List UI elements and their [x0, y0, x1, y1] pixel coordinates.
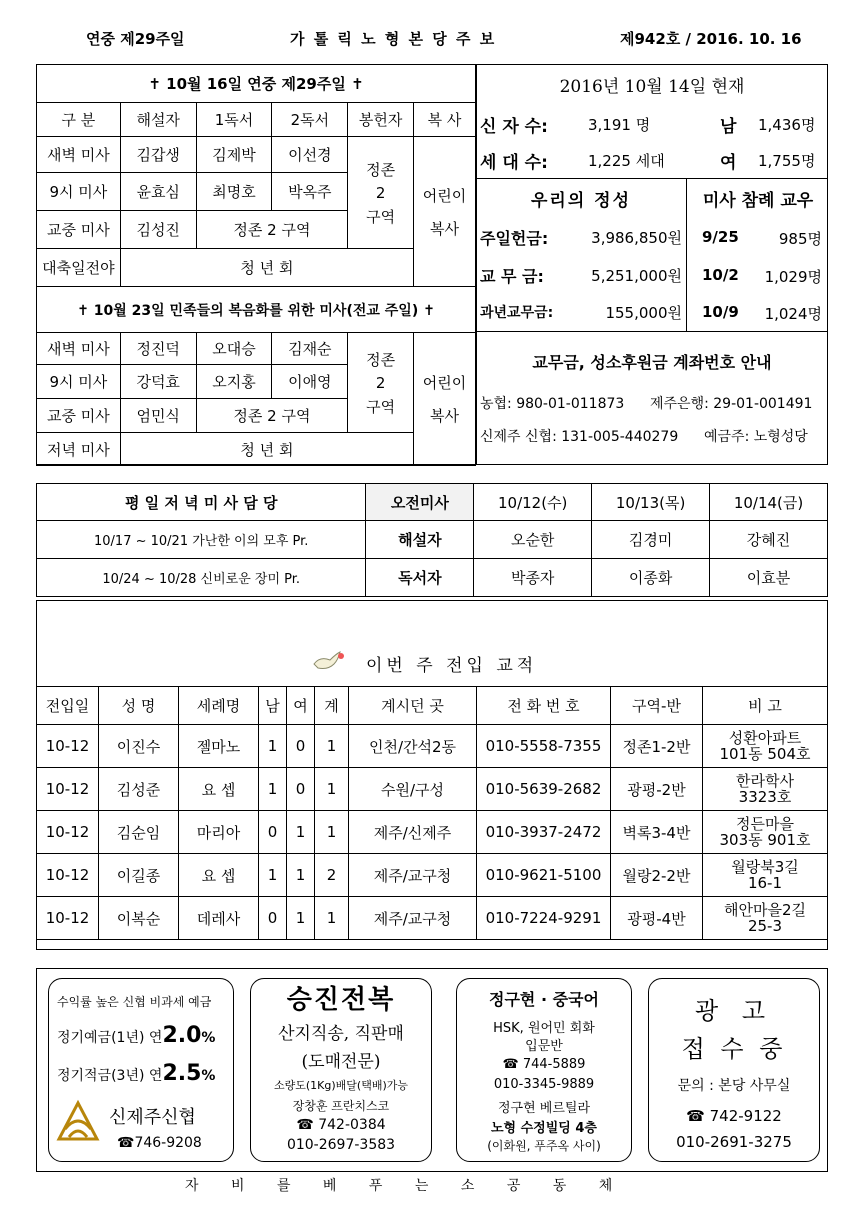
divider	[476, 64, 477, 465]
ad-recruit	[648, 978, 820, 1162]
ad2-line4: 장창훈 프란치스코	[292, 1099, 390, 1113]
offertory-line: 구역	[366, 207, 396, 226]
server-line: 복사	[430, 219, 460, 238]
morning-date: 10/13(목)	[592, 484, 710, 521]
note-line: 해안마을2길	[724, 901, 806, 919]
readers-group: 정존 2 구역	[196, 211, 348, 249]
male-label: 남	[720, 117, 737, 137]
transfer-male: 1	[259, 725, 287, 768]
ad1-savings	[57, 1061, 215, 1086]
col-reading1: 1독서	[196, 103, 272, 137]
ad3-line1: HSK, 원어민 회화	[493, 1021, 595, 1036]
transfer-total: 1	[315, 811, 349, 854]
ad4-line2: 접 수 중	[681, 1035, 787, 1063]
note-line: 16-1	[747, 874, 783, 892]
ad1-pct: %	[201, 1068, 216, 1084]
transfer-baptism: 마리아	[179, 811, 259, 854]
account-jeju: 제주은행: 29-01-001491	[650, 396, 813, 412]
readers-group: 정존 2 구역	[196, 399, 348, 433]
transfer-male: 0	[259, 897, 287, 940]
server-line: 어린이	[422, 374, 467, 392]
weekday-table	[36, 483, 828, 597]
reader: 박종자	[474, 559, 592, 597]
mass-label: 대축일전야	[37, 249, 121, 287]
transfer-note	[703, 897, 828, 940]
assigned-group: 청 년 회	[120, 433, 413, 466]
transfer-title: 이번 주 전입 교적	[366, 656, 538, 676]
transfer-zone: 광평-2반	[611, 768, 703, 811]
col-offertory: 봉헌자	[348, 103, 414, 137]
mass-label: 9시 미사	[37, 173, 121, 211]
transfer-zone: 벽록3-4반	[611, 811, 703, 854]
col-previous: 계시던 곳	[349, 687, 477, 725]
mass-label: 저녁 미사	[37, 433, 121, 466]
ad3-phone2: 010-3345-9889	[493, 1077, 595, 1092]
commentator: 정진덕	[120, 333, 196, 365]
attendance-date: 10/2	[702, 266, 739, 284]
transfer-from: 제주/교구청	[349, 854, 477, 897]
ad4-phone2: 010-2691-3275	[676, 1133, 792, 1151]
ad2-phone2: 010-2697-3583	[286, 1137, 396, 1153]
reader1: 최명호	[196, 173, 272, 211]
transfer-from: 수원/구성	[349, 768, 477, 811]
commentator: 김성진	[120, 211, 196, 249]
mass-label: 새벽 미사	[37, 333, 121, 365]
reader1: 김제박	[196, 137, 272, 173]
transfer-male: 0	[259, 811, 287, 854]
issue-number: 제942호 / 2016. 10. 16	[620, 30, 802, 48]
transfer-baptism: 데레사	[179, 897, 259, 940]
transfer-table	[36, 686, 828, 940]
ad1-tagline: 수익률 높은 신협 비과세 예금	[57, 995, 212, 1009]
transfer-date: 10-12	[37, 811, 99, 854]
commentator: 윤효심	[120, 173, 196, 211]
note-line: 101동 504호	[719, 745, 811, 763]
morning-date: 10/14(금)	[710, 484, 828, 521]
transfer-total: 1	[315, 725, 349, 768]
transfer-date: 10-12	[37, 725, 99, 768]
transfer-from: 제주/신제주	[349, 811, 477, 854]
note-line: 성환아파트	[728, 729, 802, 747]
server-group	[414, 333, 476, 466]
role-label: 독서자	[366, 559, 474, 597]
reader1: 오대승	[196, 333, 272, 365]
offertory-line: 정존	[366, 350, 396, 369]
bulletin-title: 가 톨 릭 노 형 본 당 주 보	[290, 30, 497, 48]
ad3-line2: 입문반	[525, 1039, 563, 1054]
note-line: 303동 901호	[719, 831, 811, 849]
offering-label: 교 무 금:	[480, 267, 544, 286]
commentator: 김갑생	[120, 137, 196, 173]
ad3-phone1: ☎ 744-5889	[502, 1057, 586, 1072]
transfer-note	[703, 768, 828, 811]
note-line: 정든마을	[736, 815, 794, 833]
reader2: 김재순	[272, 333, 348, 365]
transfer-zone: 광평-4반	[611, 897, 703, 940]
offertory-group	[348, 137, 414, 249]
account-title: 교무금, 성소후원금 계좌번호 안내	[532, 353, 772, 372]
offertory-line: 정존	[366, 160, 396, 179]
attendance-date: 10/9	[702, 303, 739, 321]
transfer-female: 1	[287, 854, 315, 897]
server-line: 복사	[430, 407, 460, 425]
col-category: 구 분	[37, 103, 121, 137]
transfer-note	[703, 811, 828, 854]
transfer-phone: 010-3937-2472	[477, 811, 611, 854]
server-group	[414, 137, 476, 287]
account-nh: 농협: 980-01-011873	[480, 396, 625, 412]
divider	[476, 331, 828, 332]
reader: 이효분	[710, 559, 828, 597]
transfer-zone: 정존1-2반	[611, 725, 703, 768]
roster-title-1: ✝ 10월 16일 연중 제29주일 ✝	[37, 65, 476, 103]
morning-mass-title: 오전미사	[366, 484, 474, 521]
transfer-total: 1	[315, 768, 349, 811]
reader2: 이애영	[272, 365, 348, 399]
ad1-pct: %	[201, 1030, 216, 1046]
offering-label: 과년교무금:	[480, 305, 554, 321]
transfer-zone: 월랑2-2반	[611, 854, 703, 897]
server-line: 어린이	[422, 186, 467, 205]
offertory-group	[348, 333, 414, 433]
mass-label: 새벽 미사	[37, 137, 121, 173]
transfer-male: 1	[259, 768, 287, 811]
transfer-phone: 010-7224-9291	[477, 897, 611, 940]
ad3-title: 정구현 · 중국어	[489, 990, 599, 1009]
ad-abalone	[250, 978, 432, 1162]
col-reading2: 2독서	[272, 103, 348, 137]
account-cu: 신제주 신협: 131-005-440279	[480, 429, 679, 445]
attendance-title: 미사 참례 교우	[702, 191, 814, 211]
households-label: 세 대 수:	[480, 153, 548, 173]
col-note: 비 고	[703, 687, 828, 725]
footer-motto: 자 비 를 베 푸 는 소 공 동 체	[185, 1178, 627, 1194]
transfer-name: 김성준	[99, 768, 179, 811]
ad-chinese	[456, 978, 632, 1162]
transfer-from: 제주/교구청	[349, 897, 477, 940]
roster-title-2: ✝ 10월 23일 민족들의 복음화를 위한 미사(전교 주일) ✝	[37, 287, 476, 333]
transfer-female: 0	[287, 725, 315, 768]
ad1-deposit	[57, 1023, 215, 1048]
believers-count: 3,191 명	[588, 116, 651, 134]
transfer-female: 1	[287, 897, 315, 940]
ad2-title: 승진전복	[286, 985, 396, 1015]
ad1-deposit-rate: 2.0	[162, 1023, 202, 1048]
col-phone: 전 화 번 호	[477, 687, 611, 725]
reader: 이종화	[592, 559, 710, 597]
transfer-baptism: 요 셉	[179, 768, 259, 811]
transfer-name: 이복순	[99, 897, 179, 940]
transfer-date: 10-12	[37, 854, 99, 897]
attendance-count: 1,024명	[764, 305, 822, 323]
transfer-female: 0	[287, 768, 315, 811]
commentator: 오순한	[474, 521, 592, 559]
ad1-savings-rate: 2.5	[162, 1061, 202, 1086]
ad4-line3: 문의 : 본당 사무실	[677, 1078, 791, 1094]
credit-union-logo-icon	[55, 1099, 101, 1145]
ad2-phone1: ☎ 742-0384	[296, 1117, 386, 1133]
ad2-line1: 산지직송, 직판매	[278, 1024, 404, 1044]
ad3-line3: 정구현 베르틸라	[497, 1101, 591, 1116]
commentator: 강혜진	[710, 521, 828, 559]
note-line: 한라학사	[736, 772, 794, 790]
mass-label: 9시 미사	[37, 365, 121, 399]
reader2: 박옥주	[272, 173, 348, 211]
reader1: 오지홍	[196, 365, 272, 399]
col-server: 복 사	[414, 103, 476, 137]
female-count: 1,755명	[758, 152, 816, 170]
note-line: 월랑북3길	[731, 858, 799, 876]
reader2: 이선경	[272, 137, 348, 173]
ad3-line5: (이화원, 푸주옥 사이)	[487, 1139, 601, 1153]
transfer-name: 이길종	[99, 854, 179, 897]
note-line: 25-3	[747, 917, 783, 935]
attendance-count: 985명	[778, 230, 822, 248]
transfer-note	[703, 854, 828, 897]
transfer-name: 김순임	[99, 811, 179, 854]
transfer-name: 이진수	[99, 725, 179, 768]
transfer-phone: 010-5558-7355	[477, 725, 611, 768]
male-count: 1,436명	[758, 116, 816, 134]
households-count: 1,225 세대	[588, 152, 665, 170]
offering-label: 주일헌금:	[480, 229, 549, 248]
believers-label: 신 자 수:	[480, 117, 548, 137]
col-total: 계	[315, 687, 349, 725]
offertory-line: 2	[375, 373, 386, 392]
weekday-title: 평 일 저 녁 미 사 담 당	[37, 484, 366, 521]
offering-value: 5,251,000원	[591, 267, 682, 285]
ad-credit-union	[48, 978, 234, 1162]
col-male: 남	[259, 687, 287, 725]
ad4-line1: 광 고	[695, 997, 773, 1025]
dove-icon	[310, 648, 346, 674]
offering-title: 우리의 정성	[530, 191, 632, 211]
assigned-group: 청 년 회	[120, 249, 413, 287]
transfer-date: 10-12	[37, 768, 99, 811]
ad1-savings-label: 정기적금(3년) 연	[57, 1068, 163, 1084]
attendance-count: 1,029명	[764, 268, 822, 286]
stats-date: 2016년 10월 14일 현재	[559, 77, 745, 97]
commentator: 엄민식	[120, 399, 196, 433]
col-baptism: 세례명	[179, 687, 259, 725]
ad1-deposit-label: 정기예금(1년) 연	[57, 1030, 163, 1046]
transfer-phone: 010-9621-5100	[477, 854, 611, 897]
ad2-line3: 소량도(1Kg)배달(택배)가능	[274, 1079, 408, 1092]
transfer-baptism: 젤마노	[179, 725, 259, 768]
weekday-assignment: 10/24 ~ 10/28 신비로운 장미 Pr.	[37, 559, 366, 597]
transfer-from: 인천/간석2동	[349, 725, 477, 768]
mass-label: 교중 미사	[37, 211, 121, 249]
transfer-male: 1	[259, 854, 287, 897]
role-label: 해설자	[366, 521, 474, 559]
ad2-line2: (도매전문)	[301, 1052, 381, 1072]
offertory-line: 구역	[366, 397, 396, 416]
offering-value: 3,986,850원	[591, 229, 682, 247]
attendance-date: 9/25	[702, 228, 739, 246]
mass-label: 교중 미사	[37, 399, 121, 433]
week-label: 연중 제29주일	[86, 30, 185, 48]
ad4-phone1: ☎ 742-9122	[686, 1107, 782, 1125]
morning-date: 10/12(수)	[474, 484, 592, 521]
offertory-line: 2	[375, 183, 386, 202]
female-label: 여	[720, 153, 737, 173]
divider	[686, 178, 687, 331]
transfer-total: 2	[315, 854, 349, 897]
ad1-name: 신제주신협	[109, 1107, 196, 1128]
col-date: 전입일	[37, 687, 99, 725]
col-name: 성 명	[99, 687, 179, 725]
transfer-female: 1	[287, 811, 315, 854]
col-zone: 구역-반	[611, 687, 703, 725]
transfer-note	[703, 725, 828, 768]
transfer-date: 10-12	[37, 897, 99, 940]
col-commentator: 해설자	[120, 103, 196, 137]
col-female: 여	[287, 687, 315, 725]
note-line: 3323호	[738, 788, 792, 806]
commentator: 김경미	[592, 521, 710, 559]
commentator: 강덕효	[120, 365, 196, 399]
weekday-assignment: 10/17 ~ 10/21 가난한 이의 모후 Pr.	[37, 521, 366, 559]
ad1-phone: ☎746-9208	[117, 1135, 202, 1151]
offering-value: 155,000원	[605, 304, 682, 322]
account-holder: 예금주: 노형성당	[704, 429, 808, 445]
transfer-baptism: 요 셉	[179, 854, 259, 897]
divider	[476, 178, 828, 179]
roster-table-1	[36, 64, 476, 466]
transfer-total: 1	[315, 897, 349, 940]
ad3-line4: 노형 수정빌딩 4층	[490, 1121, 597, 1136]
transfer-phone: 010-5639-2682	[477, 768, 611, 811]
